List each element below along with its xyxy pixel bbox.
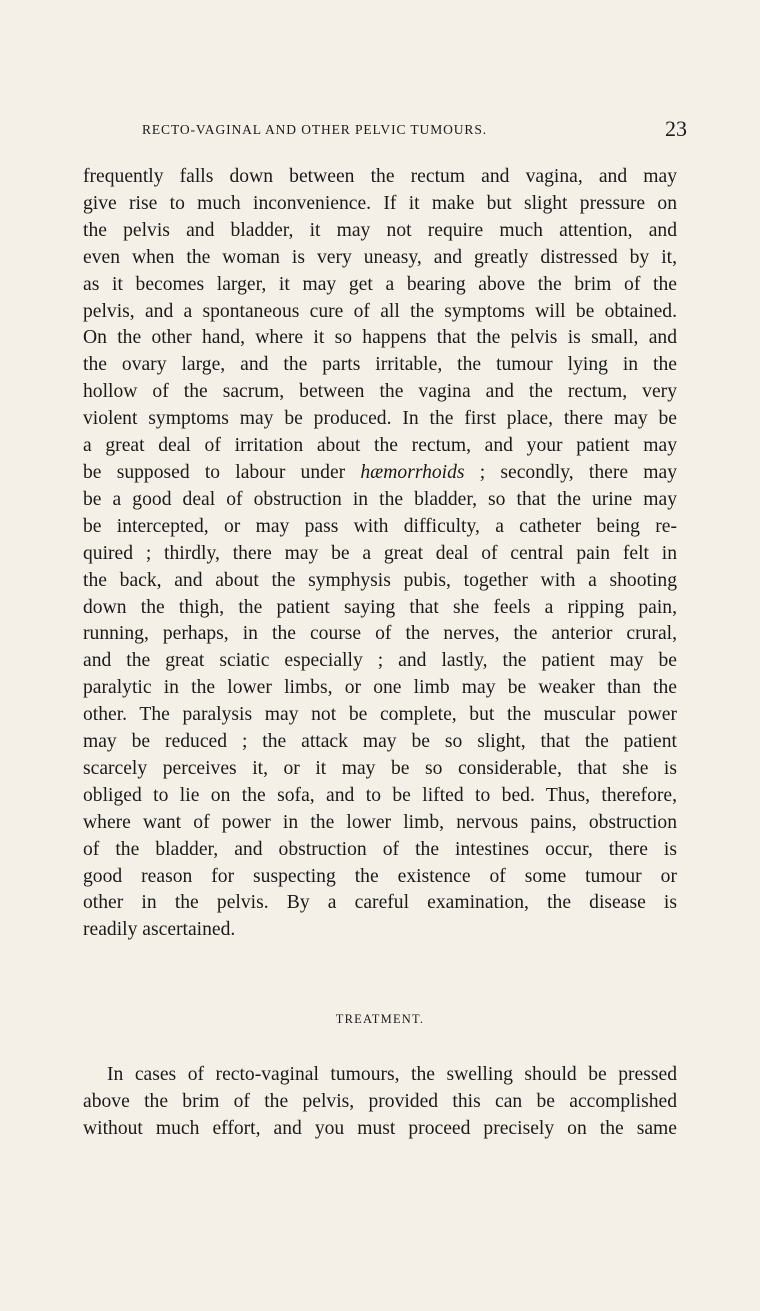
section-heading: TREATMENT. <box>335 1012 425 1026</box>
page-number: 23 <box>665 116 687 141</box>
text-line: give rise to much inconvenience. If it make but slight pressure on <box>83 192 677 214</box>
running-head <box>142 116 687 146</box>
text-line: the ovary large, and the parts irritable, the tumour lying in the <box>83 354 677 376</box>
text-line: as it becomes larger, it may get a bearing above the brim of the <box>83 273 677 295</box>
text-line: without much effort, and you must proceed precisely on the same <box>83 1117 677 1139</box>
text-line: and the great sciatic especially ; and lastly, the patient may be <box>83 650 677 672</box>
text-line: the pelvis and bladder, it may not require much attention, and <box>83 219 677 241</box>
text-line: paralytic in the lower limbs, or one limb may be weaker than the <box>83 677 677 699</box>
text-line: quired ; thirdly, there may be a great deal of central pain felt in <box>83 542 677 564</box>
text-line: even when the woman is very uneasy, and greatly distressed by it, <box>83 246 677 268</box>
text-line: scarcely perceives it, or it may be so considerable, that she is <box>83 757 677 779</box>
text-line: may be reduced ; the attack may be so slight, that the patient <box>83 731 677 753</box>
text-line: of the bladder, and obstruction of the intestines occur, there is <box>83 838 677 860</box>
text-line: running, perhaps, in the course of the nerves, the anterior crural, <box>83 623 677 645</box>
text-line: obliged to lie on the sofa, and to be lifted to bed. Thus, therefore, <box>83 784 677 806</box>
text-line: good reason for suspecting the existence of some tumour or <box>83 865 677 887</box>
text-line: readily ascertained. <box>83 919 236 941</box>
text-line: a great deal of irritation about the rectum, and your patient may <box>83 435 677 457</box>
text-line: be a good deal of obstruction in the bladder, so that the urine may <box>83 488 677 510</box>
text-line: be intercepted, or may pass with difficulty, a catheter being re- <box>83 515 677 537</box>
text-line: the back, and about the symphysis pubis, together with a shooting <box>83 569 677 591</box>
treatment-paragraph <box>83 1062 677 1143</box>
text-line: above the brim of the pelvis, provided this can be accomplished <box>83 1090 677 1112</box>
text-line: where want of power in the lower limb, nervous pains, obstruction <box>83 811 677 833</box>
text-line: frequently falls down between the rectum and vagina, and may <box>83 166 677 187</box>
text-line: down the thigh, the patient saying that she feels a ripping pain, <box>83 596 677 618</box>
text-line: pelvis, and a spontaneous cure of all the symptoms will be obtained. <box>83 300 677 322</box>
text-line: On the other hand, where it so happens that the pelvis is small, and <box>83 327 677 349</box>
running-title: RECTO-VAGINAL AND OTHER PELVIC TUMOURS. <box>142 122 487 137</box>
text-line: other. The paralysis may not be complete, but the muscular power <box>83 704 677 726</box>
text-line: other in the pelvis. By a careful examination, the disease is <box>83 892 677 914</box>
text-line: In cases of recto-vaginal tumours, the swelling should be pressed <box>107 1064 677 1085</box>
text-line: violent symptoms may be produced. In the first place, there may be <box>83 408 677 430</box>
body-paragraph <box>83 164 677 944</box>
text-line: be supposed to labour under hæmorrhoids ; secondly, there may <box>83 461 677 483</box>
text-line: hollow of the sacrum, between the vagina and the rectum, very <box>83 381 677 403</box>
